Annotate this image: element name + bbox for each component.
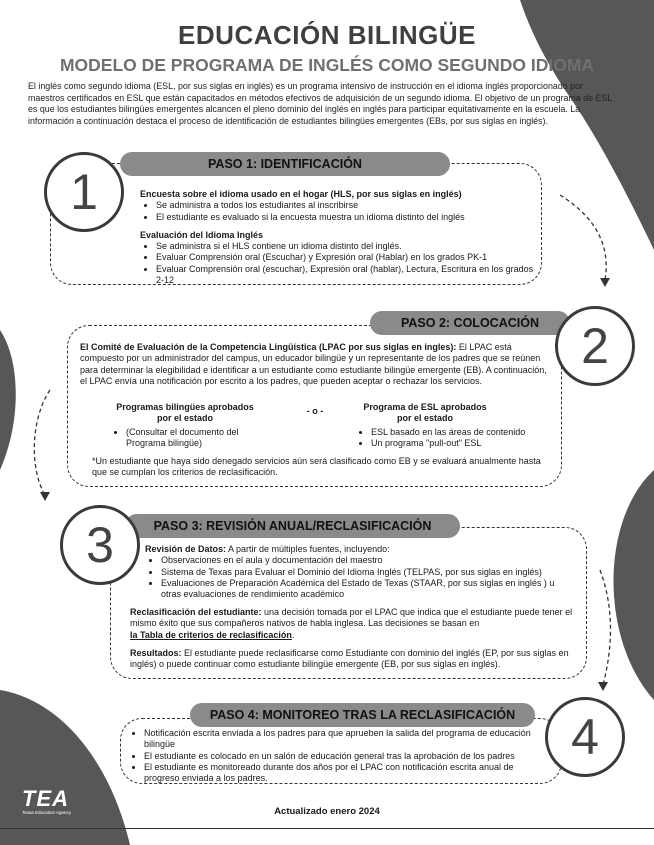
step1-hls-list (140, 200, 535, 223)
arrow-3-to-4-head (598, 682, 608, 691)
step3-title: PASO 3: REVISIÓN ANUAL/RECLASIFICACIÓN (125, 514, 460, 538)
intro-paragraph: El inglés como segundo idioma (ESL, por sus siglas en inglés) es un programa intensivo de instrucción en el idioma inglés proporcionado por maestros certificados en ESL que están capacitados en métodos efectivos de adquisición de un segundo idioma. El objetivo de un programa de ESL es que los estudiantes bilingües emergentes alcancen el pleno dominio del inglés en inglés para participar equitativamente en la escuela. La información a continuación destaca el proceso de identificación de estudiantes bilingües emergentes (EBs, por sus siglas en inglés). (28, 81, 612, 126)
step1-number-circle: 1 (44, 152, 124, 232)
step3-results (130, 648, 580, 671)
step1-eval-heading: Evaluación del Idioma Inglés (140, 229, 264, 240)
step3-reclass-heading: Reclasificación del estudiante: (130, 607, 262, 617)
list-item: • El estudiante es monitoreado durante dos años por el LPAC con notificación escrita anual de progreso enviada a los padres. (144, 762, 548, 785)
period: . (291, 629, 295, 640)
step4-number-circle: 4 (545, 697, 625, 777)
step3-reclassification (130, 607, 580, 641)
updated-date: Actualizado enero 2024 (274, 806, 380, 817)
reclassification-criteria-link[interactable]: la Tabla de criterios de reclasificación (130, 629, 292, 640)
step2-lpac-text: El LPAC está compuesto por un administrador del campus, un educador bilingüe y un representante de los padres que se reúnen para determinar la elegibilidad e identificar a un estudiante como estudiante bilingüe emergente (EB). A continuación, el LPAC envía una notificación por escrito a los padres, que pueden aceptar o rechazar los servicios. (80, 342, 547, 386)
list-item: • Observaciones en el aula y documentación del maestro (161, 555, 575, 566)
list-item: • Evaluaciones de Preparación Académica del Estado de Texas (STAAR, por sus siglas en inglés ) u otras evaluaciones de rendimiento académico (161, 578, 575, 601)
arrow-1-to-2 (560, 195, 606, 280)
step3-review-heading: Revisión de Datos: (145, 544, 227, 554)
step2-right-heading (345, 402, 505, 425)
list-item: • Sistema de Texas para Evaluar el Dominio del Idioma Inglés (TELPAS, por sus siglas en inglés) (161, 567, 575, 578)
page-subtitle: MODELO DE PROGRAMA DE INGLÉS COMO SEGUNDO IDIOMA (59, 55, 595, 75)
step3-review-list (145, 555, 575, 600)
tea-logo (22, 786, 82, 815)
step2-lead-paragraph (80, 342, 550, 387)
arrow-1-to-2-head (600, 278, 610, 287)
step2-left-list (110, 427, 260, 450)
list-item: • Evaluar Comprensión oral (Escuchar) y Expresión oral (Hablar) en los grados PK-1 (156, 252, 535, 263)
arrow-2-to-3 (34, 390, 50, 495)
list-item: • (Consultar el documento del Programa bilingüe) (126, 427, 260, 450)
list-item: • Un programa "pull-out" ESL (371, 438, 555, 449)
tea-agency-name: Texas Education Agency (22, 810, 72, 815)
list-item: • ESL basado en las áreas de contenido (371, 427, 555, 438)
step1-eval-list (140, 241, 535, 286)
list-item: • Notificación escrita enviada a los padres para que aprueben la salida del programa de educación bilingüe (144, 728, 548, 751)
arrow-2-to-3-head (40, 492, 50, 501)
step2-left-heading (100, 402, 270, 425)
arrow-3-to-4 (600, 570, 611, 685)
step2-lpac-heading: El Comité de Evaluación de la Competencia Lingüística (LPAC por sus siglas en ingles): (80, 342, 457, 352)
heading-line: por el estado (156, 413, 213, 424)
step3-reclass-text: una decisión tomada por el LPAC que indica que el estudiante puede tener el mismo éxito que sus compañeros nativos de habla inglesa. Las decisiones se basan en (130, 607, 573, 629)
step3-review-text: A partir de múltiples fuentes, incluyendo: (226, 544, 390, 554)
bottom-left-shape (0, 690, 130, 845)
bottom-rule (0, 828, 654, 829)
step4-content (128, 728, 548, 784)
step2-note: *Un estudiante que haya sido denegado servicios aún será clasificado como EB y se evaluará anualmente hasta que se cumplan los criterios de reclasificación. (92, 456, 541, 478)
step3-results-text: El estudiante puede reclasificarse como Estudiante con dominio del inglés (EP, por sus siglas en inglés) o puede continuar como estudiante bilingüe emergente (EB, por sus siglas en inglés). (130, 648, 569, 670)
tea-logo-text: TEA (22, 786, 69, 811)
heading-line: por el estado (396, 413, 453, 424)
step4-title: PASO 4: MONITOREO TRAS LA RECLASIFICACIÓN (190, 703, 535, 727)
step2-title: PASO 2: COLOCACIÓN (370, 311, 570, 335)
step1-title: PASO 1: IDENTIFICACIÓN (120, 152, 450, 176)
step3-review (145, 544, 575, 600)
heading-line: Programas bilingües aprobados (116, 402, 254, 412)
page-title: EDUCACIÓN BILINGÜE (178, 20, 476, 50)
right-lower-shape (614, 470, 654, 700)
heading-line: Programa de ESL aprobados (363, 402, 487, 412)
left-mid-shape (0, 330, 16, 470)
step1-hls-heading: Encuesta sobre el idioma usado en el hogar (HLS, por sus siglas en inglés) (140, 189, 462, 199)
list-item: • Se administra a todos los estudiantes al inscribirse (156, 200, 535, 211)
step3-number-circle: 3 (60, 505, 140, 585)
step4-list (128, 728, 548, 784)
step2-number-circle: 2 (555, 306, 635, 386)
list-item: • El estudiante es colocado en un salón de educación general tras la aprobación de los padres (144, 751, 548, 762)
list-item: • El estudiante es evaluado si la encuesta muestra un idioma distinto del inglés (156, 212, 535, 223)
list-item: • Se administra si el HLS contiene un idioma distinto del inglés. (156, 241, 535, 252)
list-item: • Evaluar Comprensión oral (escuchar), Expresión oral (hablar), Lectura, Escritura en los grados 2-12 (156, 264, 535, 287)
step2-or-separator: - o - (306, 406, 324, 416)
step2-right-list (355, 427, 555, 450)
step3-results-heading: Resultados: (130, 648, 182, 658)
step1-content (140, 189, 535, 286)
